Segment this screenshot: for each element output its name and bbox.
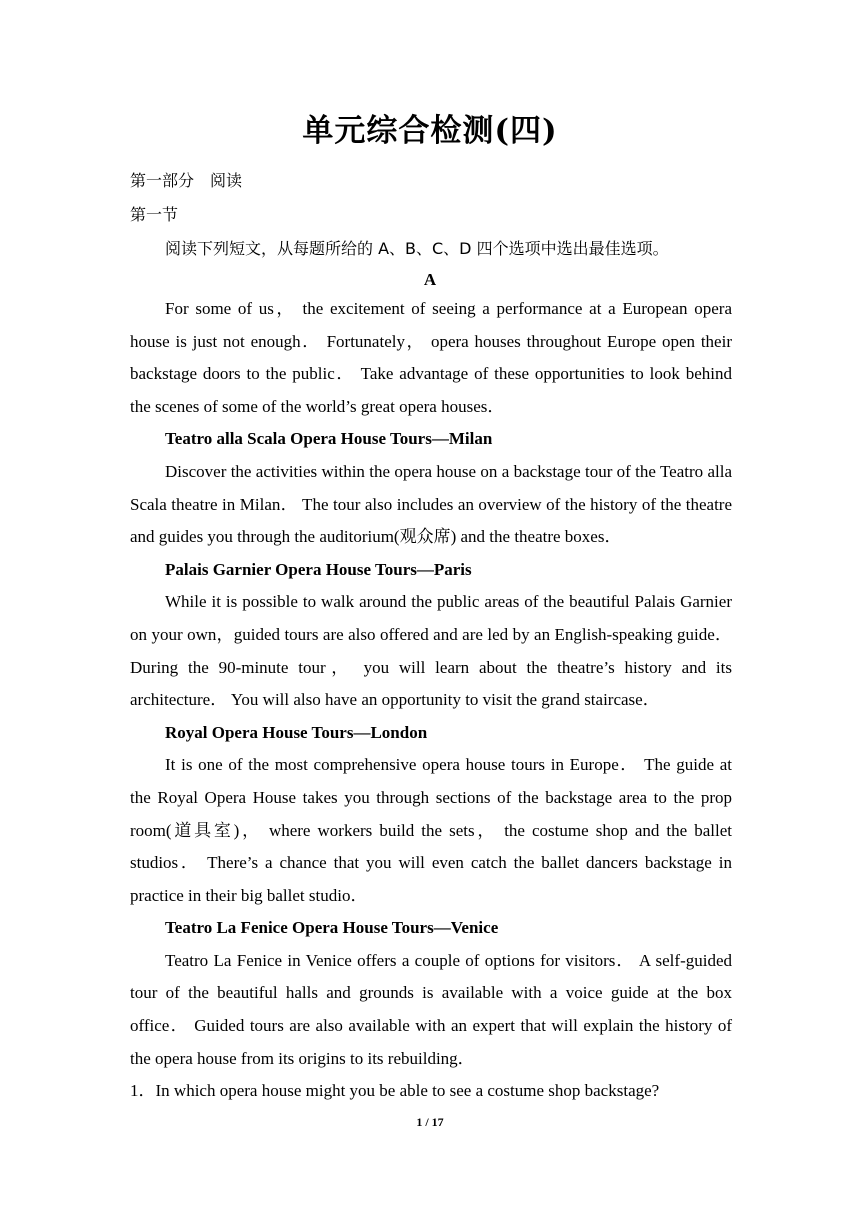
tour-paragraph-paris: While it is possible to walk around the public areas of the beautiful Palais Garnier on your own，guided tours are also offered and are led by an English-speaking guide． During the 90-minute tour， you will learn about the theatre’s history and its architecture． You will also have an opportunity to visit the grand staircase．	[130, 592, 732, 710]
tour-heading-milan: Teatro alla Scala Opera House Tours—Milan	[165, 429, 493, 449]
tour-heading-paris: Palais Garnier Opera House Tours—Paris	[165, 559, 472, 579]
intro-paragraph: For some of us， the excitement of seeing a performance at a European opera house is just not enough． Fortunately， opera houses throughout Europe open their backstage doors to the public． Take advantage of these opportunities to look behind the scenes of some of the world’s great opera houses．	[130, 299, 732, 416]
question-1: 1．In which opera house might you be able to see a costume shop backstage?	[130, 1081, 660, 1101]
tour-heading-london: Royal Opera House Tours—London	[165, 722, 428, 742]
tour-paragraph-milan: Discover the activities within the opera house on a backstage tour of the Teatro alla Scala theatre in Milan． The tour also includes an overview of the history of the theatre and guides you through the auditorium(观众席) and the theatre boxes．	[130, 461, 732, 547]
tour-paragraph-london: It is one of the most comprehensive opera house tours in Europe． The guide at the Royal Opera House takes you through sections of the backstage area to the prop room(道具室)， where workers build the sets， the costume shop and the ballet studios． There’s a chance that you will even catch the ballet dancers backstage in practice in their big ballet studio．	[130, 755, 732, 905]
page-number: 1 / 17	[416, 1115, 444, 1129]
section-heading: 第一节	[130, 205, 179, 224]
instruction-text: 阅读下列短文，从每题所给的 A、B、C、D 四个选项中选出最佳选项。	[165, 239, 669, 258]
tour-heading-venice: Teatro La Fenice Opera House Tours—Venice	[165, 918, 499, 938]
passage-label: A	[423, 270, 437, 289]
page-title: 单元综合检测(四)	[302, 113, 558, 149]
passage-body	[130, 293, 732, 1108]
part-heading: 第一部分 阅读	[130, 171, 243, 190]
tour-paragraph-venice: Teatro La Fenice in Venice offers a couple of options for visitors． A self-guided tour of the beautiful halls and grounds is available with a voice guide at the box office． Guided tours are also available with an expert that will explain the history of the opera house from its origins to its rebuilding．	[130, 950, 732, 1068]
